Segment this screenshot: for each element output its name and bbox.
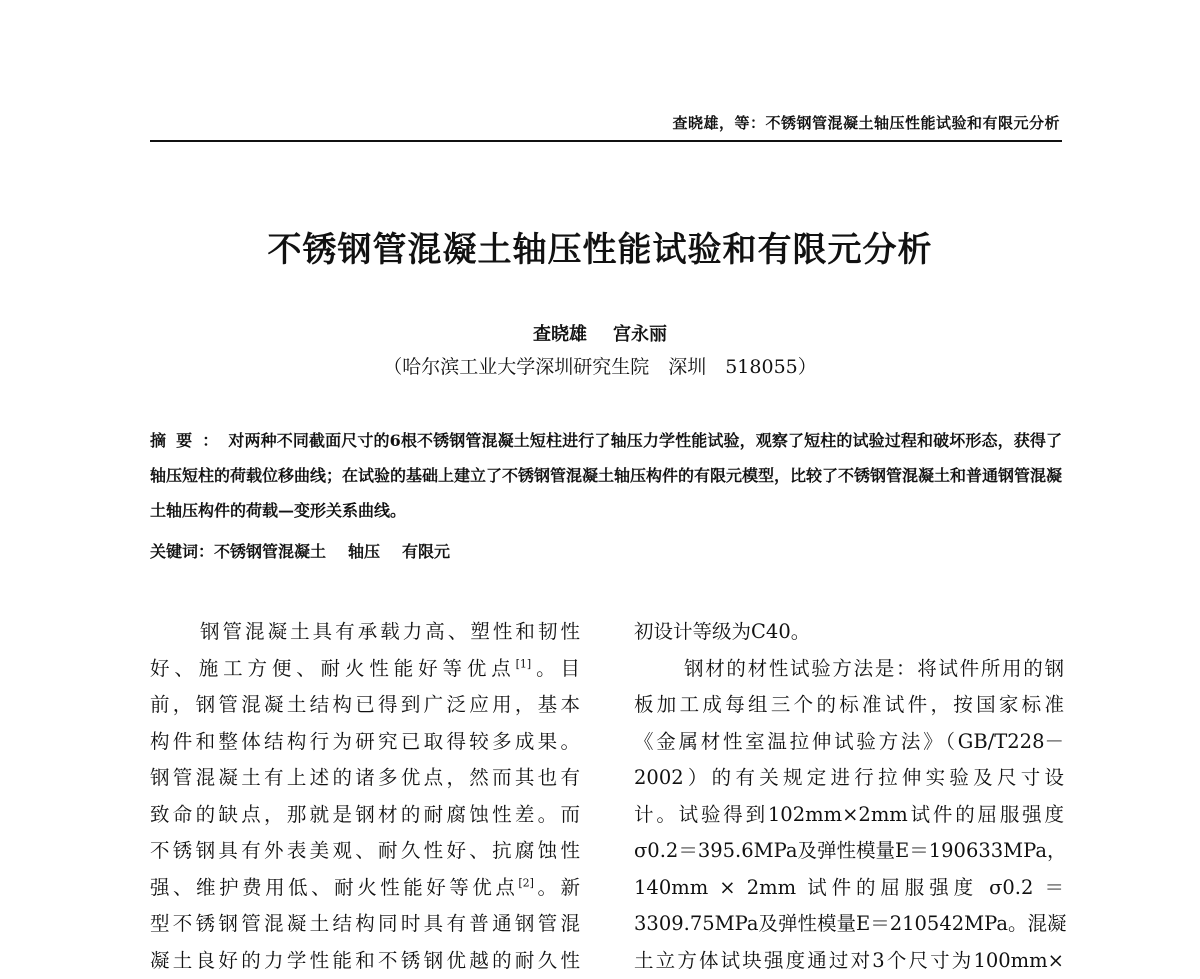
body-line: 构件和整体结构行为研究已取得较多成果。 <box>150 724 580 761</box>
keyword: 轴压 <box>348 542 380 561</box>
body-line: 前，钢管混凝土结构已得到广泛应用，基本 <box>150 687 580 724</box>
running-header: 查晓雄，等：不锈钢管混凝土轴压性能试验和有限元分析 <box>672 112 1060 133</box>
body-line: 初设计等级为C40。 <box>634 614 1064 651</box>
body-line: 140mm × 2mm 试件的屈服强度 σ0.2 ＝ <box>634 870 1064 907</box>
abstract-text: 对两种不同截面尺寸的6根不锈钢管混凝土短柱进行了轴压力学性能试验，观察了短柱的试验过程和破坏形态，获得了轴压短柱的荷载位移曲线；在试验的基础上建立了不锈钢管混凝土轴压构件的有限元模型，比较了不锈钢管混凝土和普通钢管混凝土轴压构件的荷载—变形关系曲线。 <box>150 431 1062 520</box>
body-line: 3309.75MPa及弹性模量E＝210542MPa。混凝 <box>634 906 1064 943</box>
body-column-left <box>150 614 580 979</box>
citation: [1] <box>516 657 532 670</box>
body-column-right <box>634 614 1064 979</box>
citation: [2] <box>518 876 534 889</box>
body-line: 不锈钢具有外表美观、耐久性好、抗腐蚀性 <box>150 833 580 870</box>
paper-title: 不锈钢管混凝土轴压性能试验和有限元分析 <box>0 222 1200 271</box>
body-line: 凝土良好的力学性能和不锈钢优越的耐久性 <box>150 943 580 979</box>
keywords-label: 关键词： <box>150 542 214 561</box>
author-name: 查晓雄 <box>533 324 587 345</box>
body-line: 计。试验得到102mm×2mm试件的屈服强度 <box>634 797 1064 834</box>
body-line: 《金属材性室温拉伸试验方法》（GB/T228－ <box>634 724 1064 761</box>
author-name: 宫永丽 <box>613 324 667 345</box>
body-line: 板加工成每组三个的标准试件，按国家标准 <box>634 687 1064 724</box>
body-line: 型不锈钢管混凝土结构同时具有普通钢管混 <box>150 906 580 943</box>
body-line: 钢管混凝土有上述的诸多优点，然而其也有 <box>150 760 580 797</box>
keyword: 不锈钢管混凝土 <box>214 542 326 561</box>
authors <box>0 320 1200 346</box>
keyword: 有限元 <box>402 542 450 561</box>
body-line: 钢材的材性试验方法是：将试件所用的钢 <box>634 651 1064 688</box>
body-line: 土立方体试块强度通过对3个尺寸为100mm× <box>634 943 1064 979</box>
header-rule <box>150 140 1062 142</box>
body-line: 2002）的有关规定进行拉伸实验及尺寸设 <box>634 760 1064 797</box>
keywords <box>150 539 1062 562</box>
body-line: 致命的缺点，那就是钢材的耐腐蚀性差。而 <box>150 797 580 834</box>
abstract-label: 摘要： <box>150 431 228 450</box>
body-line: σ0.2＝395.6MPa及弹性模量E＝190633MPa， <box>634 833 1064 870</box>
affiliation: （哈尔滨工业大学深圳研究生院 深圳 518055） <box>0 352 1200 379</box>
body-line: 好、施工方便、耐火性能好等优点[1]。目 <box>150 651 580 688</box>
abstract <box>150 423 1062 528</box>
body-line: 强、维护费用低、耐火性能好等优点[2]。新 <box>150 870 580 907</box>
body-line: 钢管混凝土具有承载力高、塑性和韧性 <box>150 614 580 651</box>
